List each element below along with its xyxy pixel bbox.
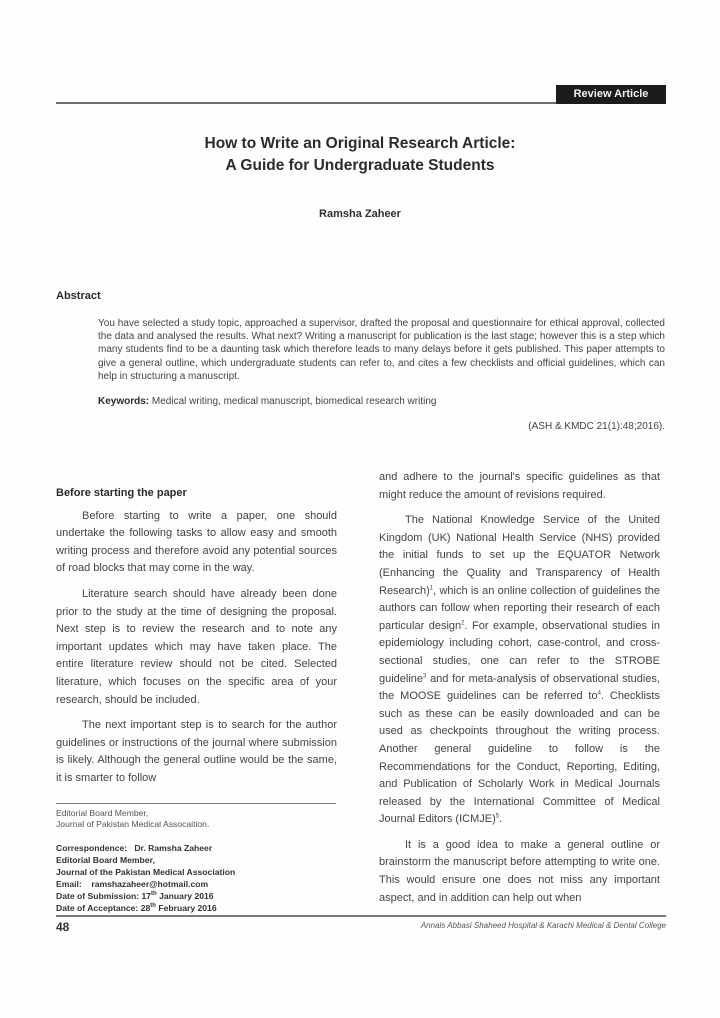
paragraph-equator	[379, 512, 660, 829]
author-affiliation	[56, 808, 209, 830]
keywords-list: Medical writing, medical manuscript, biomedical research writing	[149, 396, 437, 407]
ordinal-suffix: th	[150, 903, 156, 910]
submission-month-year: January 2016	[159, 891, 214, 902]
correspondence-label: Correspondence:	[56, 843, 128, 853]
affiliation-line: Journal of Pakistan Medical Assocaition.	[56, 819, 210, 829]
correspondence-organization: Journal of the Pakistan Medical Association	[56, 867, 236, 878]
affiliation-line: Editorial Board Member,	[56, 808, 149, 818]
submission-day: 17	[141, 891, 152, 902]
left-column	[56, 470, 337, 796]
reference-5: 5	[495, 813, 500, 820]
abstract-body: You have selected a study topic, approached a supervisor, drafted the proposal and questionnaire for ethical approval, collected the data and analysed the results. What next? Writing a manuscript for publication is the last stage; however this is a step which many students find to be a daunting task which therefore leads to many delays before it gets published. This paper attempts to give a general outline, which undergraduate students can refer to, and cites a few checklists and official guidelines, which can help in structuring a manuscript.	[98, 318, 665, 382]
citation: (ASH & KMDC 21(1):48;2016).	[528, 421, 665, 432]
email-row	[56, 878, 235, 890]
section-heading: Before starting the paper	[56, 487, 187, 499]
reference-1: 1	[429, 584, 434, 591]
footer-rule	[56, 915, 666, 917]
acceptance-date-row	[56, 902, 235, 914]
header-rule	[56, 102, 556, 104]
reference-3: 3	[423, 672, 427, 679]
author-name: Ramsha Zaheer	[319, 208, 401, 220]
submission-date-row	[56, 890, 235, 902]
text-run: The National Knowledge Service of the United Kingdom (UK) National Health Service (NHS) provided the initial funds to set up the EQUATOR Network (Enhancing the Quality and Transparency of Health Research)	[379, 514, 660, 597]
page-number: 48	[56, 920, 70, 934]
submission-label: Date of Submission:	[56, 891, 140, 902]
correspondence-name: Dr. Ramsha Zaheer	[134, 843, 213, 853]
paragraph-outline: It is a good idea to make a general outline or brainstorm the manuscript before attempting to write one. This would ensure one does not miss any important aspect, and in addition can help out when	[379, 838, 660, 904]
right-column	[379, 469, 660, 915]
paragraph: Literature search should have already been done prior to the study at the time of designing the proposal. Next step is to review the research and to note any important updates which may have taken place. The entire literature review should not be cited. Selected literature, which focuses on the specific area of your research, should be included.	[56, 587, 337, 706]
footnote-rule	[56, 803, 336, 804]
acceptance-day: 28	[140, 903, 151, 914]
correspondence-block	[56, 842, 235, 915]
reference-4: 4	[597, 690, 601, 697]
keywords	[98, 396, 665, 407]
acceptance-month-year: February 2016	[158, 903, 217, 914]
correspondence-role: Editorial Board Member,	[56, 855, 155, 866]
text-run: . For example, observational studies in epidemiology including cohort, case-control, and cross-sectional studies, one can refer to the STROBE guideline	[379, 619, 660, 685]
keywords-label: Keywords:	[98, 396, 150, 407]
ordinal-suffix: th	[151, 891, 157, 898]
title-line-1: How to Write an Original Research Article:	[204, 135, 516, 152]
text-run: .	[499, 813, 503, 826]
title-line-2: A Guide for Undergraduate Students	[225, 157, 495, 174]
reference-2: 2	[461, 620, 465, 627]
journal-name: Annals Abbasi Shaheed Hospital & Karachi Medical & Dental College	[420, 921, 666, 930]
article-type-badge: Review Article	[556, 85, 666, 104]
paragraph: The next important step is to search for the author guidelines or instructions of the journal where submission is likely. Although the general outline would be the same, it is smarter to follow	[56, 719, 337, 784]
paragraph: Before starting to write a paper, one should undertake the following tasks to allow easy and smooth writing process and therefore avoid any potential sources of road blocks that may come in the way.	[56, 509, 337, 575]
acceptance-label: Date of Acceptance:	[56, 903, 139, 914]
email-link[interactable]: ramshazaheer@hotmail.com	[91, 879, 209, 890]
article-title	[0, 133, 720, 177]
paragraph-continued: and adhere to the journal's specific guidelines as that might reduce the amount of revisions required.	[379, 471, 660, 501]
text-run: . Checklists such as these can be easily downloaded and can be used as checkpoints throughout the writing process. Another general guideline to follow is the Recommendations for the Conduct, Reporting, Editing, and Publication of Scholarly Work in Medical Journals released by the International Committee of Medical Journal Editors (ICMJE)	[379, 690, 660, 826]
email-label: Email:	[56, 879, 82, 890]
text-run: and for meta-analysis of observational studies, the MOOSE guidelines can be referred to	[379, 672, 660, 703]
correspondence-row	[56, 842, 235, 854]
abstract-heading: Abstract	[56, 290, 101, 302]
text-run: , which is an online collection of guidelines the authors can follow when reporting their research of each particular design	[379, 584, 660, 632]
